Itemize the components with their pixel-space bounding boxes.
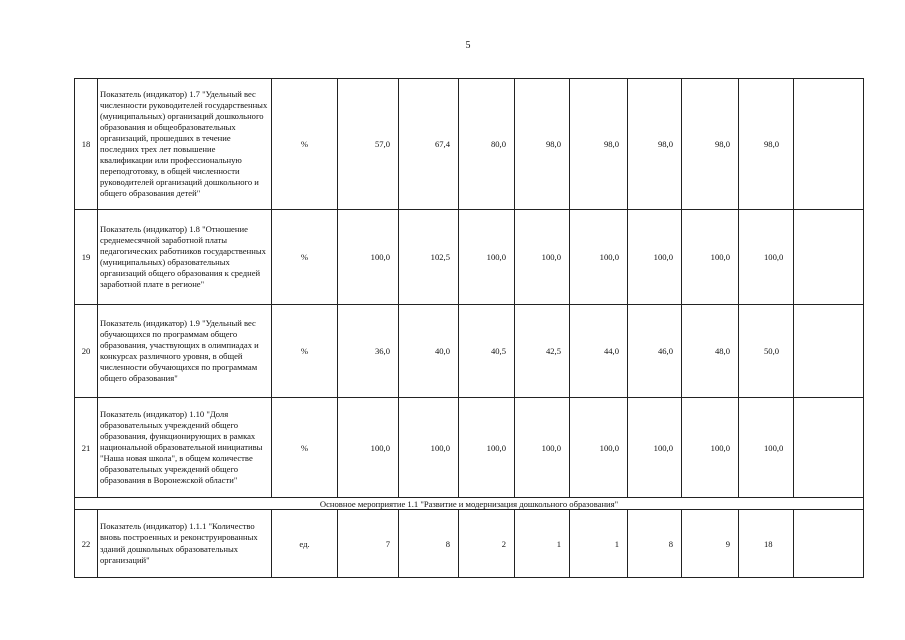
unit-cell: ед.	[272, 510, 338, 578]
value-cell: 100,0	[682, 210, 739, 305]
value-cell: 98,0	[628, 79, 682, 210]
indicator-name: Показатель (индикатор) 1.7 "Удельный вес численности руководителей государственных (муниципальных) организаций дошкольного образования и общеобразовательных организаций, прошедших в течение последних трех лет повышение квалификации или профессиональную переподготовку, в общей численности руководителей организаций дошкольного и общего образования детей"	[98, 79, 272, 210]
value-cell: 80,0	[459, 79, 515, 210]
value-cell: 36,0	[338, 305, 399, 398]
empty-cell	[794, 510, 864, 578]
empty-cell	[794, 305, 864, 398]
value-cell: 100,0	[338, 210, 399, 305]
value-cell: 9	[682, 510, 739, 578]
value-cell: 100,0	[459, 398, 515, 498]
value-cell: 18	[739, 510, 794, 578]
value-cell: 100,0	[628, 210, 682, 305]
value-cell: 100,0	[739, 398, 794, 498]
value-cell: 100,0	[682, 398, 739, 498]
indicator-name: Показатель (индикатор) 1.10 "Доля образовательных учреждений общего образования, функционирующих в рамках национальной образовательной инициативы "Наша новая школа", в общем количестве образовательных учреждений общего образования в Воронежской области"	[98, 398, 272, 498]
value-cell: 100,0	[515, 398, 570, 498]
empty-cell	[794, 210, 864, 305]
indicator-name: Показатель (индикатор) 1.1.1 "Количество вновь построенных и реконструированных зданий дошкольных образовательных организаций"	[98, 510, 272, 578]
value-cell: 100,0	[338, 398, 399, 498]
indicator-name: Показатель (индикатор) 1.9 "Удельный вес обучающихся по программам общего образования, участвующих в олимпиадах и конкурсах различного уровня, в общей численности обучающихся по программам общего образования"	[98, 305, 272, 398]
value-cell: 98,0	[515, 79, 570, 210]
value-cell: 40,0	[399, 305, 459, 398]
row-number: 21	[75, 398, 98, 498]
table-row	[75, 510, 864, 578]
unit-cell: %	[272, 305, 338, 398]
row-number: 20	[75, 305, 98, 398]
section-title: Основное мероприятие 1.1 "Развитие и модернизация дошкольного образования"	[75, 498, 864, 510]
table-row	[75, 398, 864, 498]
value-cell: 44,0	[570, 305, 628, 398]
indicator-name: Показатель (индикатор) 1.8 "Отношение среднемесячной заработной платы педагогических работников государственных (муниципальных) образовательных организаций общего образования к средней заработной плате в регионе"	[98, 210, 272, 305]
value-cell: 100,0	[570, 210, 628, 305]
indicators-table	[74, 78, 864, 578]
value-cell: 46,0	[628, 305, 682, 398]
value-cell: 50,0	[739, 305, 794, 398]
value-cell: 98,0	[570, 79, 628, 210]
row-number: 19	[75, 210, 98, 305]
value-cell: 57,0	[338, 79, 399, 210]
unit-cell: %	[272, 398, 338, 498]
row-number: 18	[75, 79, 98, 210]
value-cell: 2	[459, 510, 515, 578]
value-cell: 98,0	[682, 79, 739, 210]
value-cell: 8	[628, 510, 682, 578]
value-cell: 98,0	[739, 79, 794, 210]
unit-cell: %	[272, 210, 338, 305]
value-cell: 7	[338, 510, 399, 578]
value-cell: 1	[570, 510, 628, 578]
value-cell: 100,0	[515, 210, 570, 305]
row-number: 22	[75, 510, 98, 578]
value-cell: 100,0	[459, 210, 515, 305]
empty-cell	[794, 398, 864, 498]
table-row	[75, 79, 864, 210]
value-cell: 67,4	[399, 79, 459, 210]
value-cell: 1	[515, 510, 570, 578]
value-cell: 102,5	[399, 210, 459, 305]
value-cell: 42,5	[515, 305, 570, 398]
unit-cell: %	[272, 79, 338, 210]
value-cell: 100,0	[628, 398, 682, 498]
value-cell: 100,0	[570, 398, 628, 498]
page-number: 5	[465, 40, 471, 51]
value-cell: 100,0	[399, 398, 459, 498]
table-row	[75, 210, 864, 305]
value-cell: 40,5	[459, 305, 515, 398]
value-cell: 100,0	[739, 210, 794, 305]
table-row	[75, 305, 864, 398]
value-cell: 48,0	[682, 305, 739, 398]
empty-cell	[794, 79, 864, 210]
value-cell: 8	[399, 510, 459, 578]
section-row	[75, 498, 864, 510]
